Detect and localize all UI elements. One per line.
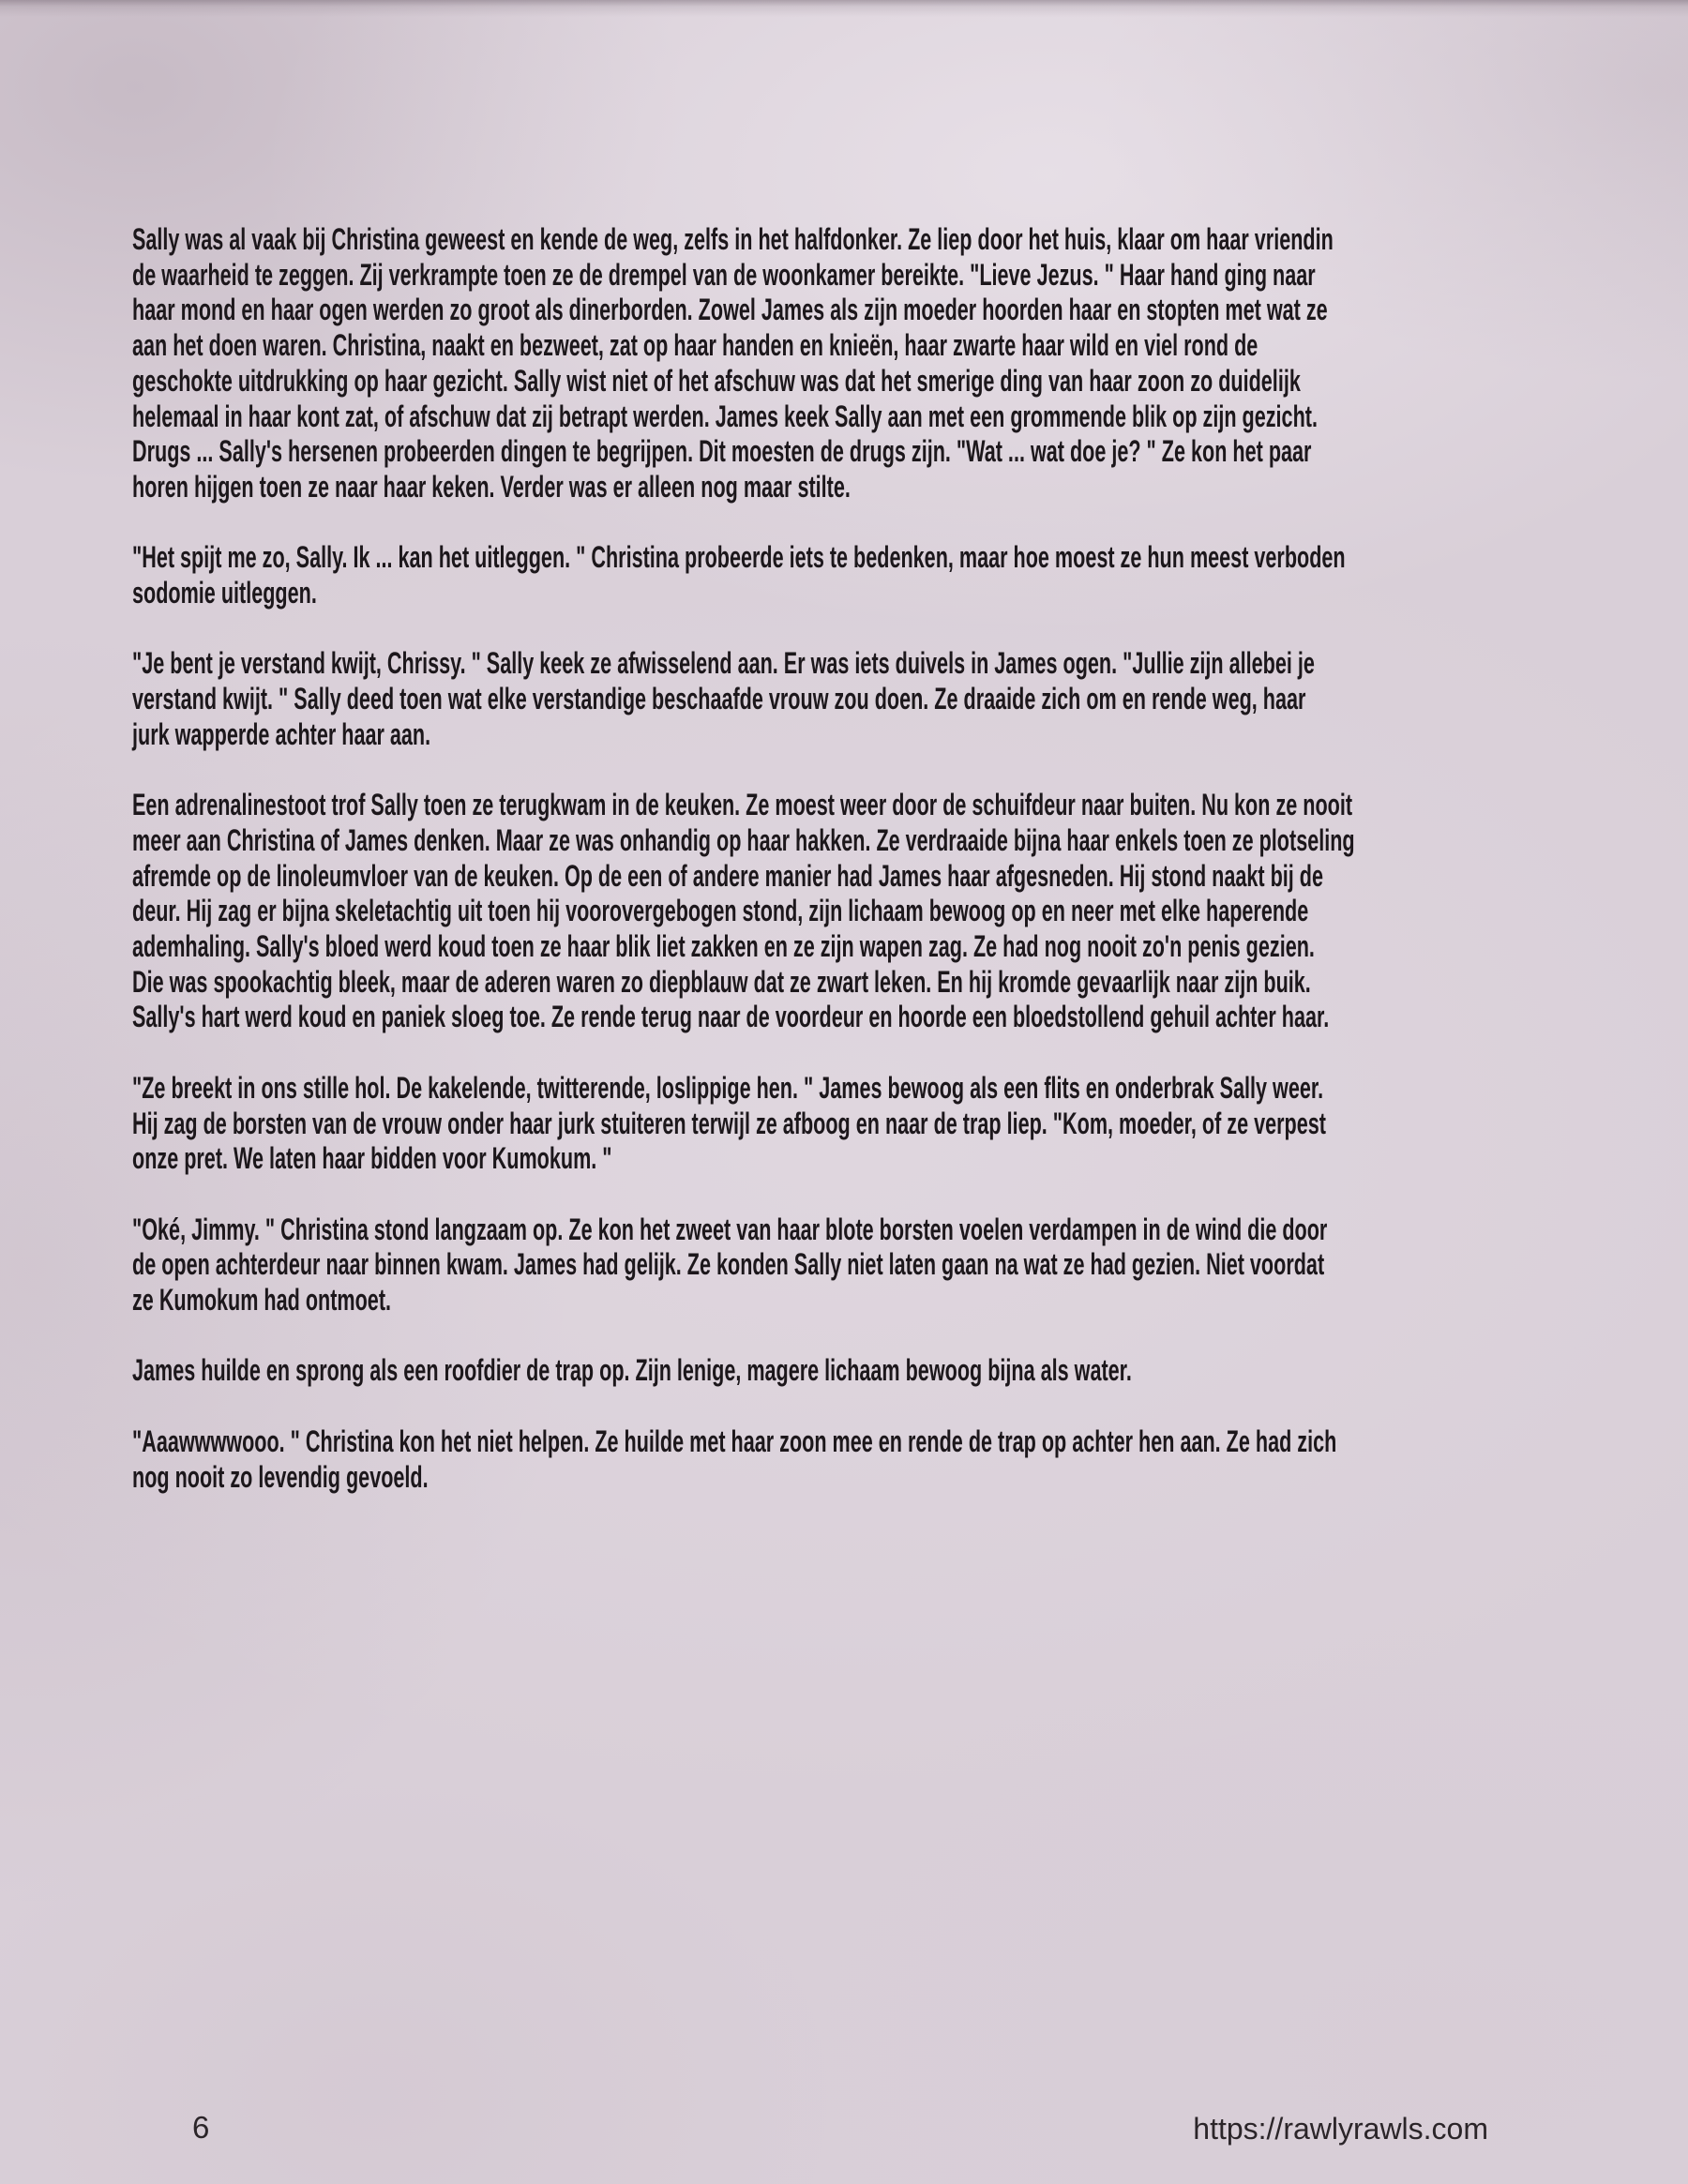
text-line: sodomie uitleggen. xyxy=(132,576,317,610)
text-line: haar mond en haar ogen werden zo groot als dinerborden. Zowel James als zijn moeder hoorden haar en stopten met wat ze xyxy=(132,293,1328,327)
paragraph xyxy=(132,540,1575,610)
text-line: Die was spookachtig bleek, maar de aderen waren zo diepblauw dat ze zwart leken. En hij kromde gevaarlijk naar zijn buik. xyxy=(132,964,1311,999)
paragraph xyxy=(132,788,1575,1035)
text-line: onze pret. We laten haar bidden voor Kumokum. " xyxy=(132,1141,612,1176)
page-number: 6 xyxy=(192,2110,210,2145)
text-line: geschokte uitdrukking op haar gezicht. Sally wist niet of het afschuw was dat het smerige ding van haar zoon zo duidelijk xyxy=(132,363,1301,398)
paragraph xyxy=(132,646,1575,752)
text-line: "Het spijt me zo, Sally. Ik ... kan het uitleggen. " Christina probeerde iets te bedenken, maar hoe moest ze hun meest verboden xyxy=(132,540,1346,575)
text-line: Drugs ... Sally's hersenen probeerden dingen te begrijpen. Dit moesten de drugs zijn. "Wat ... wat doe je? " Ze kon het paar xyxy=(132,434,1312,469)
text-line: de waarheid te zeggen. Zij verkrampte toen ze de drempel van de woonkamer bereikte. "Lieve Jezus. " Haar hand ging naar xyxy=(132,257,1316,292)
text-line: Een adrenalinestoot trof Sally toen ze terugkwam in de keuken. Ze moest weer door de schuifdeur naar buiten. Nu kon ze nooit xyxy=(132,788,1353,822)
text-line: Sally's hart werd koud en paniek sloeg toe. Ze rende terug naar de voordeur en hoorde een bloedstollend gehuil achter haar. xyxy=(132,1000,1330,1034)
paragraph xyxy=(132,1424,1575,1495)
text-line: verstand kwijt. " Sally deed toen wat elke verstandige beschaafde vrouw zou doen. Ze draaide zich om en rende weg, haar xyxy=(132,682,1306,716)
text-line: aan het doen waren. Christina, naakt en bezweet, zat op haar handen en knieën, haar zwarte haar wild en viel rond de xyxy=(132,328,1258,363)
text-line: "Je bent je verstand kwijt, Chrissy. " Sally keek ze afwisselend aan. Er was iets duivels in James ogen. "Jullie zijn allebei je xyxy=(132,646,1315,681)
paragraph xyxy=(132,1353,1575,1389)
paragraph xyxy=(132,222,1575,505)
footer-url[interactable]: https://rawlyrawls.com xyxy=(1193,2112,1488,2146)
text-line: afremde op de linoleumvloer van de keuken. Op de een of andere manier had James haar afgesneden. Hij stond naakt bij de xyxy=(132,858,1323,893)
text-line: ademhaling. Sally's bloed werd koud toen ze haar blik liet zakken en ze zijn wapen zag. Ze had nog nooit zo'n penis gezien. xyxy=(132,929,1315,964)
text-line: Sally was al vaak bij Christina geweest en kende de weg, zelfs in het halfdonker. Ze liep door het huis, klaar om haar vriendin xyxy=(132,222,1334,256)
text-line: nog nooit zo levendig gevoeld. xyxy=(132,1459,429,1494)
text-line: de open achterdeur naar binnen kwam. James had gelijk. Ze konden Sally niet laten gaan na wat ze had gezien. Niet voordat xyxy=(132,1247,1325,1282)
text-line: "Oké, Jimmy. " Christina stond langzaam op. Ze kon het zweet van haar blote borsten voelen verdampen in de wind die door xyxy=(132,1212,1328,1246)
text-line: Hij zag de borsten van de vrouw onder haar jurk stuiteren terwijl ze afboog en naar de trap liep. "Kom, moeder, of ze verpest xyxy=(132,1106,1326,1140)
text-line: ze Kumokum had ontmoet. xyxy=(132,1283,392,1318)
paragraph xyxy=(132,1071,1575,1177)
text-line: helemaal in haar kont zat, of afschuw dat zij betrapt werden. James keek Sally aan met een grommende blik op zijn gezicht. xyxy=(132,399,1318,433)
paragraph xyxy=(132,1212,1575,1318)
text-line: deur. Hij zag er bijna skeletachtig uit toen hij voorovergebogen stond, zijn lichaam bewoog op en neer met elke haperende xyxy=(132,894,1309,928)
text-line: James huilde en sprong als een roofdier de trap op. Zijn lenige, magere lichaam bewoog bijna als water. xyxy=(132,1353,1132,1388)
story-body xyxy=(132,222,1567,1495)
story-text xyxy=(132,222,1575,1495)
text-line: jurk wapperde achter haar aan. xyxy=(132,716,431,751)
text-line: "Aaawwwwooo. " Christina kon het niet helpen. Ze huilde met haar zoon mee en rende de trap op achter hen aan. Ze had zich xyxy=(132,1423,1337,1458)
text-line: horen hijgen toen ze naar haar keken. Verder was er alleen nog maar stilte. xyxy=(132,469,851,504)
text-line: meer aan Christina of James denken. Maar ze was onhandig op haar hakken. Ze verdraaide bijna haar enkels toen ze plotseling xyxy=(132,822,1355,857)
text-line: "Ze breekt in ons stille hol. De kakelende, twitterende, loslippige hen. " James bewoog als een flits en onderbrak Sally weer. xyxy=(132,1070,1324,1105)
